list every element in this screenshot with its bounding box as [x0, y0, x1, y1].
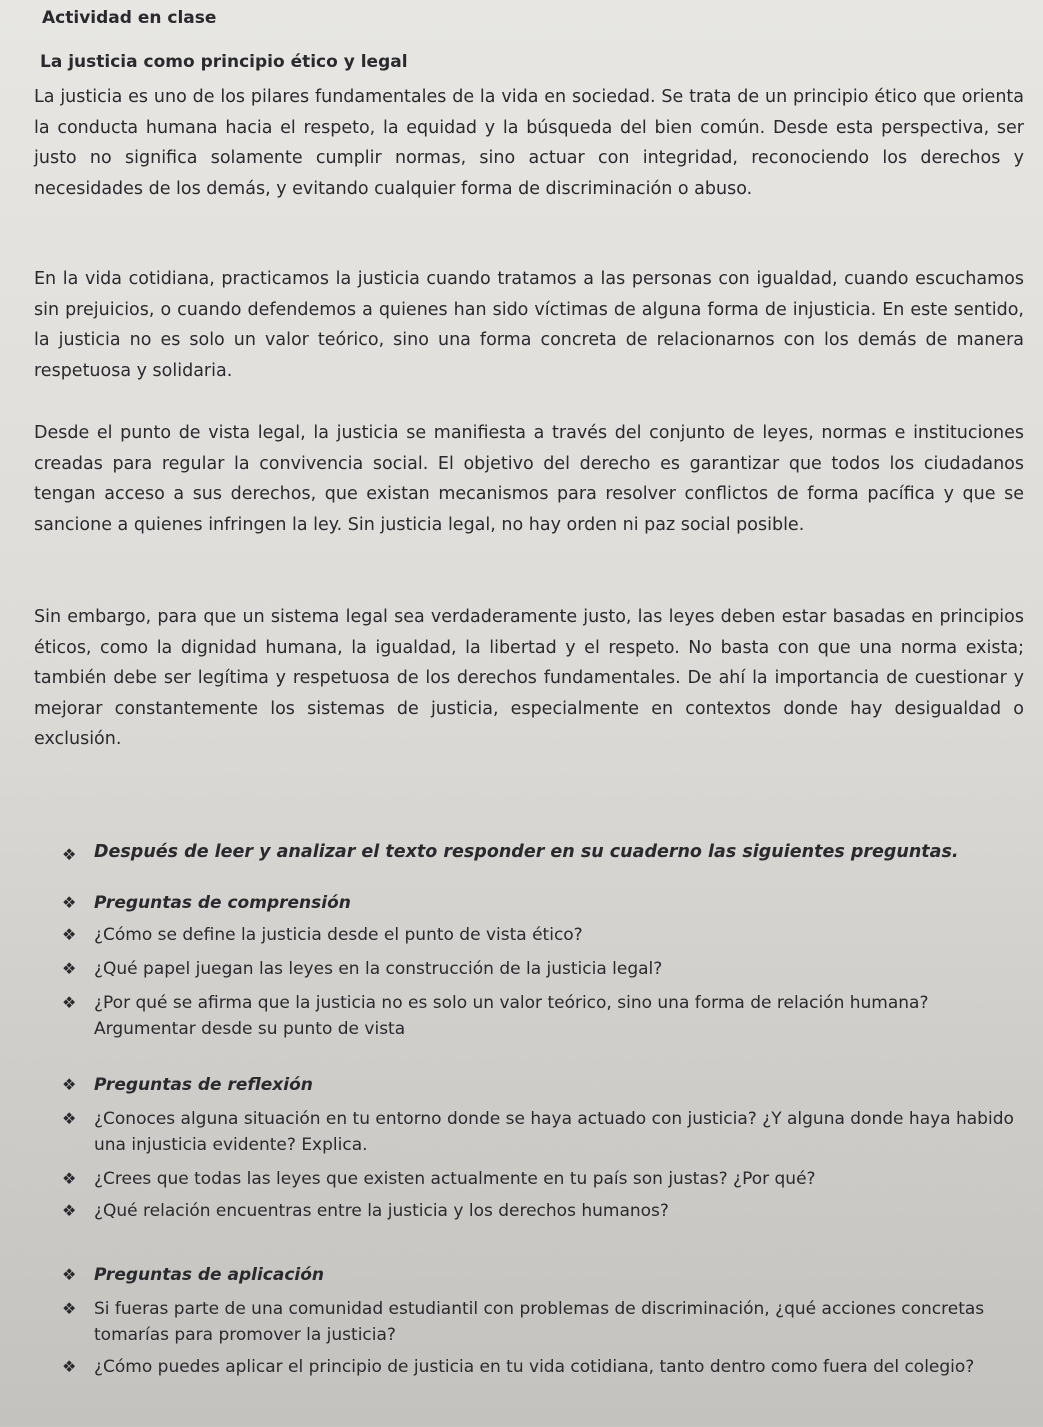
question-item: ❖ ¿Cómo puedes aplicar el principio de justicia en tu vida cotidiana, tanto dentro como fuera del colegio?: [62, 1357, 975, 1377]
diamond-bullet-icon: ❖: [62, 925, 77, 944]
paragraph-4: Sin embargo, para que un sistema legal sea verdaderamente justo, las leyes deben estar basadas en principios éticos, como la dignidad humana, la igualdad, la libertad y el respeto. No basta con que una norma exista; también debe ser legítima y respetuosa de los derechos fundamentales. De ahí la importancia de cuestionar y mejorar constantemente los sistemas de justicia, especialmente en contextos donde hay desigualdad o exclusión.: [34, 607, 1024, 749]
section-application: [60, 1262, 1020, 1380]
diamond-bullet-icon: ❖: [62, 993, 77, 1012]
paragraph-3: Desde el punto de vista legal, la justicia se manifiesta a través del conjunto de leyes, normas e instituciones creadas para regular la convivencia social. El objetivo del derecho es garantizar que todos los ciudadanos tengan acceso a sus derechos, que existan mecanismos para resolver conflictos de forma pacífica y que se sancione a quienes infringen la ley. Sin justicia legal, no hay orden ni paz social posible.: [34, 423, 1024, 535]
diamond-bullet-icon: ❖: [62, 893, 77, 912]
paragraph-2: En la vida cotidiana, practicamos la justicia cuando tratamos a las personas con igualdad, cuando escuchamos sin prejuicios, o cuando defendemos a quienes han sido víctimas de alguna forma de injusticia. En este sentido, la justicia no es solo un valor teórico, sino una forma concreta de relacionarnos con los demás de manera respetuosa y solidaria.: [34, 269, 1024, 381]
page-title: La justicia como principio ético y legal: [40, 52, 408, 72]
question-item: ❖ ¿Conoces alguna situación en tu entorno donde se haya actuado con justicia? ¿Y alguna donde haya habido una injusticia evidente? Explica.: [62, 1109, 1014, 1155]
diamond-bullet-icon: ❖: [62, 1299, 77, 1318]
diamond-bullet-icon: ❖: [62, 1357, 77, 1376]
diamond-bullet-icon: ❖: [62, 1201, 77, 1220]
activity-label: Actividad en clase: [42, 8, 217, 28]
question-item: ❖ Si fueras parte de una comunidad estudiantil con problemas de discriminación, ¿qué acciones concretas tomarías para promover la justicia?: [62, 1299, 985, 1345]
section-comprehension: [60, 890, 1020, 1042]
diamond-bullet-icon: ❖: [62, 1109, 77, 1128]
question-item: ❖ ¿Crees que todas las leyes que existen actualmente en tu país son justas? ¿Por qué?: [62, 1169, 816, 1189]
question-item: ❖ ¿Qué relación encuentras entre la justicia y los derechos humanos?: [62, 1201, 669, 1221]
instruction-text: Después de leer y analizar el texto responder en su cuaderno las siguientes preguntas.: [94, 842, 959, 862]
section-heading: ❖ Preguntas de aplicación: [62, 1265, 325, 1285]
diamond-bullet-icon: ❖: [62, 845, 77, 864]
section-heading: ❖ Preguntas de reflexión: [62, 1075, 313, 1095]
question-item: ❖ ¿Qué papel juegan las leyes en la construcción de la justicia legal?: [62, 959, 663, 979]
question-item: ❖ ¿Por qué se afirma que la justicia no es solo un valor teórico, sino una forma de relación humana? Argumentar desde su punto de vista: [62, 993, 929, 1039]
diamond-bullet-icon: ❖: [62, 1075, 77, 1094]
diamond-bullet-icon: ❖: [62, 1265, 77, 1284]
section-heading: ❖ Preguntas de comprensión: [62, 893, 351, 913]
question-item: ❖ ¿Cómo se define la justicia desde el punto de vista ético?: [62, 925, 583, 945]
paragraph-1: La justicia es uno de los pilares fundamentales de la vida en sociedad. Se trata de un principio ético que orienta la conducta humana hacia el respeto, la equidad y la búsqueda del bien común. Desde esta perspectiva, ser justo no significa solamente cumplir normas, sino actuar con integridad, reconociendo los derechos y necesidades de los demás, y evitando cualquier forma de discriminación o abuso.: [34, 87, 1024, 199]
instruction: [60, 842, 1043, 862]
diamond-bullet-icon: ❖: [62, 959, 77, 978]
section-reflection: [60, 1072, 1020, 1224]
diamond-bullet-icon: ❖: [62, 1169, 77, 1188]
